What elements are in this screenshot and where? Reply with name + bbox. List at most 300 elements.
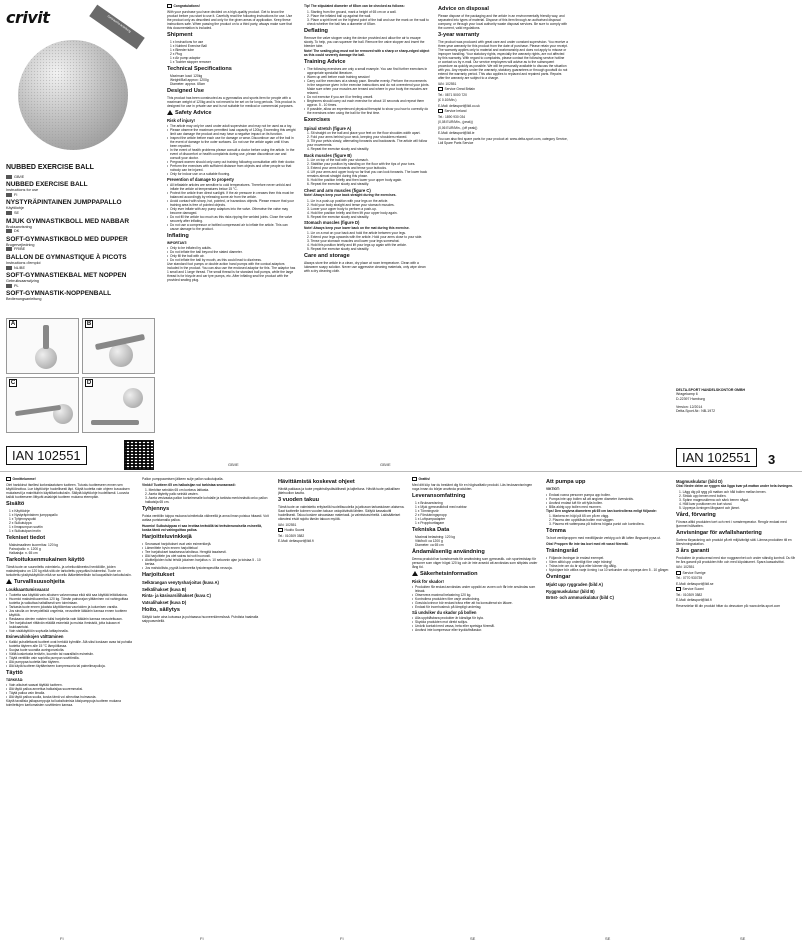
important-label: IMPORTANT: <box>167 240 188 245</box>
list-item: Maximal belastning: 120 kg <box>415 534 455 539</box>
intro-text: With your purchase you have decided on a high-quality product. Get to know the product before you start to use it. Carefully read the following instructions for use. Use the product only as described and only for the given areas of application. Keep these instructions safe. When passing the product on to a third party, always make sure that this documentation is included. <box>167 9 293 30</box>
service-tel: Tel.: 010309 3582 <box>278 533 305 538</box>
list-item: • Do not inflate the ball by mouth, as this could lead to dizziness. <box>167 258 296 262</box>
list-item: 1 x Air pump adaptor <box>170 55 201 60</box>
section-heading: Safety Advice <box>175 109 212 116</box>
important-label: VIKTIGT: <box>546 487 560 491</box>
section-heading: Tyhjennys <box>142 506 170 512</box>
section-heading: Inflating <box>167 232 189 239</box>
list-item: 1 x Nystyräpintainen jumppapallo <box>9 512 58 517</box>
list-item: • Do not exercise if you are ill or feeling unwell. <box>304 95 430 99</box>
list-item: • Observera maximal belastning 120 kg. <box>412 593 540 597</box>
delta-id: Delta-Sport-Nr.: NB-1972 <box>676 409 716 414</box>
list-item: 4. Håll kvar positionen en kort stund. <box>679 501 733 506</box>
section-heading: Ändamålsenlig användning <box>412 548 485 555</box>
figure-letter: A <box>10 321 16 327</box>
figure-d <box>82 377 155 433</box>
book-icon <box>412 477 417 481</box>
figure-ball <box>35 347 57 369</box>
list-item: 1. Lie on a mat on your back and hold the article between your legs. <box>307 231 406 235</box>
phone-icon <box>676 571 681 575</box>
list-item: 4. Hold the position briefly and then lift your upper body again. <box>307 210 398 215</box>
section-heading: Hoito, säilytys <box>142 606 180 613</box>
tip-steps <box>546 514 670 526</box>
language-title: NUBBED EXERCISE BALL <box>6 181 88 189</box>
fi-column-3 <box>278 477 406 677</box>
flag-icon <box>6 175 12 179</box>
service-cost: (0,06 EUR/Min., (off peak)) <box>438 125 478 130</box>
list-item: • Do not use a compressor or bottled compressed air to inflate the article. This can cause damage to the product. <box>167 223 296 231</box>
service-name: Huolto Suomi <box>284 528 305 532</box>
section-heading: Säkerhetsinformation <box>420 570 478 577</box>
list-item: Halkaisija: n. 65 cm <box>9 550 38 555</box>
section-heading: Harjoitukset <box>142 571 175 578</box>
list-item: 5. Hold the position briefly and then lower your upper body again. <box>307 178 403 182</box>
list-item: • Do not fill the article too much as this risks ripping the welded joints. Close the valve securely after inflating. <box>167 215 296 223</box>
paragraph: Hävitä pakkaus ja tuote ympäristöystävällisesti ja lajiteltuna. Hävitä tuote paikallisen jätehuollon kautta. <box>278 487 401 495</box>
note-text: Note! Always keep your back straight during the exercises. <box>304 193 397 197</box>
language-entry <box>6 193 156 211</box>
service-email: E-Mail: deltasport@lidl.ie <box>438 131 475 136</box>
figure-a <box>6 318 79 374</box>
list-item: • Seuraavat harjoitukset ovat vain esimerkkejä. <box>142 542 270 546</box>
section-heading: Care and storage <box>304 253 350 259</box>
list-item: 1 x Tyhjennysputki <box>9 516 37 521</box>
language-code: DK <box>14 229 20 234</box>
paragraph: Tämä tuote on suunniteltu voimistelu- ja urheiluvälineeksi henkilöille, joiden maksimipaino on 120 kg eikä sitä ole tarkoitettu pysyväksi istuimeksi. Tuote on tarkoitettu yksityiskäyttöön eikä se sovellu lääketieteellisiin tai kaupallisiin tarkoituksiin. <box>6 564 132 577</box>
language-code: PL <box>14 283 19 288</box>
flag-icon <box>6 193 12 197</box>
paragraph: The product was produced with great care and under constant supervision. You receive a three-year warranty for this product from the date of purchase. Please retain your receipt. The warranty applies only to material and workmanship and does not apply to misuse or improper handling. Your statutory rights, especially the warranty rights, are not affected by this warranty. With regard to complaints, please contact the following service hotline or contact us by e-mail. Our service employees will advise as to the subsequent procedure as quickly as possible. We will be personally available to discuss the situation with you. Any repairs under the warranty, statutory guarantees or through goodwill do not extend the warranty period. This also applies to replaced and repaired parts. Repairs after the warranty are subject to a charge. <box>438 40 568 80</box>
language-title: MJUK GYMNASTIKBOLL MED NABBAR <box>6 217 130 225</box>
language-entry <box>6 175 156 193</box>
list-item: • Tee harjoitukset tasaisessa tahdissa. Hengitä tasaisesti. <box>142 550 270 554</box>
intro-heading: Onnittelumme! <box>12 477 36 481</box>
list-item: • The article may only be used under adult supervision and may not be used as a toy. <box>167 124 296 128</box>
figure-letter: C <box>10 380 16 386</box>
intro-text: Med ditt köp har du bestämt dig för en högkvalitativ produkt. Läs bruksanvisningen noga innan du börjar använda produkten. <box>412 482 533 491</box>
top-sheet <box>0 0 802 472</box>
section-heading: Tömma <box>546 528 566 534</box>
section-heading: Tekniska Data <box>412 526 450 533</box>
sub-heading: Rinta- ja käsivarsilihakset (kuva C) <box>142 593 211 598</box>
list-item: • In the event of health problems please consult a doctor before using the article. In the event of discomfort or health complaints during use, please discontinue use and consult your doctor. <box>167 148 296 160</box>
list-item: • Jos mahdollista, pyydä kokeneelta fysioterapeutilta neuvoja. <box>142 566 270 570</box>
page-footer: SE <box>605 936 611 941</box>
language-code: NL/BE <box>14 265 25 270</box>
note-text: Note! Always keep your lower back on the mat during this exercise. <box>304 225 410 230</box>
list-item: • Älä pumppaa tuotetta liian täyteen. <box>6 660 134 664</box>
list-item: 1. Lägg dig på rygg på mattan och håll bollen mellan benen. <box>679 489 767 494</box>
barcode-icon <box>124 440 154 470</box>
list-item: Weight/Ball approx: 1200g <box>170 77 209 82</box>
list-item: 2. Fold your arms behind your neck, keeping your shoulders relaxed. <box>307 135 408 139</box>
warning-icon <box>167 110 173 115</box>
section-heading: 3 års garanti <box>676 547 710 554</box>
list-item: • Skydda produkten mot direkt solljus. <box>412 620 540 624</box>
sub-heading: Mjukt upp ryggraden (bild A) <box>546 582 603 587</box>
inflating-list <box>546 493 670 509</box>
list-item: Maximum load: 120kg <box>170 73 203 78</box>
section-heading: 3 vuoden takuu <box>278 497 320 503</box>
page-footer: SE <box>740 936 746 941</box>
list-item: • Vain aikuiset saavat täyttää tuotteen. <box>6 683 134 687</box>
list-item: Vikt/boll: ca 1200 g <box>415 538 443 543</box>
page-footer: GB/IE <box>228 462 239 467</box>
list-item: • Tuotetta saa käyttää vain aikuisen valvonnassa eikä sitä saa käyttää leikkikaluna. <box>6 593 134 597</box>
figure-person <box>43 325 49 349</box>
paragraph: Remove the valve stopper using the device provided and allow the air to escape slowly. To help, you can squeeze the ball. Remove the valve stopper and insert the bleeder tube. <box>304 35 425 48</box>
warning-icon <box>6 579 12 584</box>
language-subtitle: Käyttöohje <box>6 206 24 211</box>
list-item: • Älä harjoittele jos olet sairas tai voit huonosti. <box>142 554 270 558</box>
list-item: 2. Aseta täytetty pallo seinää vasten. <box>145 492 199 496</box>
section-heading: Tekniset tiedot <box>6 534 46 541</box>
page-footer: FI <box>340 936 344 941</box>
service-cost: (£ 0.10/Min.) <box>438 98 457 103</box>
list-item: 5. Upprepa övningen långsamt och jämnt. <box>679 505 741 510</box>
tech-list <box>167 74 296 86</box>
se-column-3 <box>676 477 796 932</box>
list-item: 1. Sit straight on the ball and place your feet on the floor shoulder-width apart. <box>307 131 421 135</box>
list-item: • Only for indoor use on a suitable flooring. <box>167 172 296 176</box>
list-item: • Lämmittele hyvin ennen harjoittelua! <box>142 546 270 550</box>
list-item: 1. Starting from the ground, mark a height of 65 cm on a wall. <box>307 9 397 14</box>
list-item: 6. Repeat the exercise slowly and steadily. <box>307 182 370 186</box>
language-entry <box>6 247 156 265</box>
list-item: • Värm alltid upp ordentligt före varje träning! <box>546 560 670 564</box>
flag-icon <box>6 284 12 288</box>
gb-column-2 <box>304 4 430 462</box>
prevent-list <box>6 640 134 668</box>
risk-list <box>412 585 540 609</box>
page-footer: SE <box>470 936 476 941</box>
sub-heading: Loukkaantumisvaara! <box>6 587 50 593</box>
language-title: NYSTYRÄPINTAINEN JUMPPAPALLO <box>6 199 122 207</box>
figure-letter: B <box>86 321 92 327</box>
risk-list <box>167 124 296 176</box>
sub-heading: Back muscles (figure B) <box>304 152 352 158</box>
section-heading: Designed Use <box>167 87 204 94</box>
list-item: • Only to be inflated by adults. <box>167 246 296 250</box>
list-item: • Protect the article from direct sunlight. If the air pressure in creases then this must be balanced accordingly by releasing some air from the article. <box>167 191 296 199</box>
sub-heading: Vatsalihakset (kuva D) <box>142 599 187 605</box>
list-item: • Jos sinulla on terveydellisiä ongelmia, neuvottele lääkärin kanssa ennen tuotteen käyttöä. <box>6 609 134 617</box>
book-icon <box>6 477 11 481</box>
list-item: 2. Hold your body straight and tense your stomach muscles. <box>307 202 395 207</box>
tech-list <box>6 543 134 555</box>
list-item: • Följande övningar är endast exempel. <box>546 556 670 560</box>
list-item: Paino/pallo: n. 1200 g <box>9 546 41 551</box>
list-item: 1 x Tochter stopper remover <box>170 59 211 64</box>
service-name: Service Sverige <box>682 570 706 575</box>
list-item: • Älä käytä tuotteen täyttämiseen kompressoria tai paineilmapulloja. <box>6 664 134 668</box>
intro-heading: Grattis! <box>418 477 431 481</box>
list-item: 5. Repeat the exercise slowly and steadily. <box>307 247 370 251</box>
paragraph: This product has been constructed as a gymnastics and sports item for people with a maximum weight of 120kg and is not meant to be set on for long periods. This product is designed for use in private use and is not suitable for medical or commercial purposes. <box>167 95 296 108</box>
list-item: • Kaikki puhallettavat tuotteet ovat herkkiä kylmälle. Älä siksi koskaan avaa tai puhalla tuotetta täyteen alle 15 °C lämpötilassa. <box>6 640 134 648</box>
page-number: 3 <box>768 452 776 467</box>
language-subtitle: Bedienungsanleitung <box>6 297 42 302</box>
ian-label: IAN 102551 <box>676 448 757 467</box>
tip-text: Tip! The stipulated diameter of 65cm can be checked as follows: <box>304 4 405 8</box>
list-item: 2 x Sulkutulppa <box>9 520 32 525</box>
language-code: FR/BE <box>14 247 26 252</box>
flag-icon <box>6 266 12 270</box>
list-item: • Täytä venttiilin vain sopivilla pumpun sovittimilla. <box>6 656 134 660</box>
list-item: 1 x Luftpumpadapter <box>415 516 446 521</box>
list-item: 1 x Proppborttagare <box>415 520 445 525</box>
language-code: FI <box>14 192 18 197</box>
list-item: • Träna inte om du är sjuk eller känner dig dålig. <box>546 564 670 568</box>
list-item: 2. Placera den uppblåsta bollen mot väggen. <box>549 518 615 522</box>
exercise-c-steps <box>304 199 430 219</box>
paragraph: Use standard foot pumps or double action hand pumps with the conical adaptors included in the product. You can also use the enclosed adaptor for this. The adaptor has 1 small and 1 large thread. The small thread is for standard ball pumps, while the large thread is for bicycle and car tyre pumps, etc. After inflating seal the product with the provided sealing plug. <box>167 262 296 283</box>
section-heading: Täyttö <box>6 669 23 676</box>
list-item: Diameter: ca 65 cm <box>415 542 444 547</box>
sub-heading: Selkälihakset (kuva B) <box>142 586 187 592</box>
paragraph: Pallon pumppaamisen jälkeen sulje pallon sulkutulpalla. <box>142 477 224 481</box>
exercise-d-steps <box>304 231 430 251</box>
list-item: • Carry out the exercises at a steady pace. Breathe evenly. Perform the movements in the sequence given in the exercise instructions and do not overextend your joints. Make sure when your muscles are tensed and where in your body the muscles are relaxed. <box>304 79 430 95</box>
language-entry <box>6 229 156 247</box>
page-footer: GB/IE <box>380 462 391 467</box>
list-item: 3. Lower your upper body to perform a push-up. <box>307 206 377 211</box>
list-item: • Do not inflate the ball beyond the stated diameter. <box>167 250 296 254</box>
cover-language-list <box>6 166 156 302</box>
list-item: 1 x Tömningsrör <box>415 508 439 513</box>
service-name: Service Ireland <box>444 109 467 114</box>
intro-heading: Congratulations! <box>173 4 200 8</box>
risk-list <box>6 593 134 633</box>
tip-text: Vinkki! Tuotteen 65 cm halkaisijan voi tarkistaa seuraavasti: <box>142 482 236 487</box>
list-item: • The following exercises are only a small example. You can find further exercises in appropriate specialist literature. <box>304 67 430 75</box>
note-text: Huomio! Sulkutulppaa ei saa irrottaa terävällä tai teräväreunaisella esineellä, koska tämä voi vahingoittaa palloa. <box>142 523 263 532</box>
section-heading: Technical Specifications <box>167 65 232 72</box>
section-heading: Advice on disposal <box>438 6 489 12</box>
language-title: BALLON DE GYMNASTIQUE À PICOTS <box>6 253 127 261</box>
language-title: SOFT-GYMNASTIKBOLD MED DUPPER <box>6 235 128 243</box>
brand-logo: crivit <box>6 8 50 27</box>
list-item: • Täytä palloa vain ilmalla. <box>6 691 134 695</box>
phone-icon <box>278 528 283 532</box>
sub-heading: Chest and arm muscles (figure C) <box>304 187 371 193</box>
list-item: • Beginners should carry out each exercise for about 10 seconds and repeat them approx. 5 - 10 times. <box>304 99 430 107</box>
sub-heading: Magmuskulatur (bild D) <box>676 478 723 484</box>
note-text: Obs! Proppen får inte tas bort med ett vasst föremål. <box>546 541 629 546</box>
language-code: GB/IE <box>14 174 25 179</box>
list-item: • Only ever inflate with any pump adaptors into the valve. Otherwise the valve may become damaged. <box>167 207 296 215</box>
important-label: TÄRKEÄÄ: <box>6 677 24 682</box>
service-name: Service Great Britain <box>444 87 475 91</box>
prevent-list <box>167 183 296 231</box>
company-city: D-22397 Hamburg <box>676 396 705 401</box>
list-item: • Vältä kosketusta teräviin, kuumiin tai vaarallisiin esineisiin. <box>6 652 134 656</box>
language-title: SOFT-GYMNASTIEKBAL MET NOPPEN <box>6 272 127 280</box>
flag-icon <box>6 211 12 215</box>
list-item: • Please observe the maximum permitted load capacity of 120kg. Exceeding this weight limit can damage the product and may have a negative impact on its function. <box>167 128 296 136</box>
section-heading: Träningsråd <box>546 547 579 554</box>
list-item: 1 x Käyttöohje <box>9 508 30 513</box>
ian-text: IAN: 102551 <box>278 522 297 527</box>
sub-heading: Selkärangan venytysharjoitus (kuva A) <box>142 580 219 585</box>
language-entry <box>6 211 156 229</box>
service-tel: Tel.: 1890 930 034 <box>438 114 466 119</box>
exercise-d-steps <box>676 490 796 510</box>
list-item: • Perform the exercises with sufficient distance from objects and other people so that nobody can be injured. <box>167 164 296 172</box>
list-item: • Suojaa tuote suoralta auringonvalolta. <box>6 648 134 652</box>
figure-person <box>91 420 139 425</box>
list-item: 3. Placera ett vattenpass på bollens högsta punkt och kontrollera. <box>549 522 645 526</box>
list-item: • Tarkasta tuote ennen jokaista käyttökertaa vaurioiden ja kulumisen varalta. <box>6 605 134 609</box>
gb-column-1 <box>167 4 296 462</box>
list-item: • Använd endast luft för att fylla bollen. <box>546 501 670 505</box>
flag-icon <box>6 229 12 233</box>
list-item: 1. Markera en höjd på 65 cm på en vägg. <box>549 514 610 518</box>
gb-column-3 <box>438 4 568 244</box>
figure-ball <box>123 388 143 408</box>
list-item: 3. Aseta vesivaaka pallon korkeimmalle kohdalle ja tarkista merkinnästä onko pallon halkaisija 65 cm. <box>145 496 268 504</box>
list-item: • Älä täytä palloa annettua halkaisijaa suuremmaksi. <box>6 687 134 691</box>
spare-parts-note: You can also find spare parts for your product at: www.delta-sport.com, category Service, Lidl Spare Parts Service <box>438 136 568 145</box>
service-tel: Tel.: 0871 5000 720 <box>438 92 467 97</box>
paragraph: Säilytä tuote aina kuivassa ja puhtaassa huoneenlämmössä. Puhdista haalealla saippuavedellä. <box>142 614 259 623</box>
inflating-list <box>167 246 296 262</box>
list-item: 1 x Nubbed Exercise Ball <box>170 43 207 48</box>
back-cover-address <box>676 388 792 414</box>
sub-heading: Esinevahinkojen välttäminen <box>6 634 64 640</box>
phone-icon <box>438 87 443 91</box>
service-email: E-Mail: deltasport@lidl.fi <box>676 598 712 603</box>
page-footer: FI <box>200 936 204 941</box>
language-code: SE <box>14 210 20 215</box>
paragraph: Förvara alltid produkten torrt och rent i rumstemperatur. Rengör endast med ljummet tvålvatten. <box>676 519 787 528</box>
list-item: 2. Place the inflated ball up against the wall. <box>307 13 372 18</box>
tip-text: Tips! Den angivna diametern på 65 cm kan kontrolleras enligt följande: <box>546 508 657 513</box>
paragraph: Denna produkt har konstruerats för användning som gymnastik- och sportredskap för personer som väger högst 120 kg och är inte avsedd att användas som sittplats under lång tid. <box>412 556 538 569</box>
section-heading: Övningar <box>546 573 571 580</box>
company-street: Wragekamp 6 <box>676 392 698 397</box>
paragraph: Produkten är producerad med stor noggrannhet och under ständig kontroll. Du får tre års garanti på produkten från och med köpdatumet. Spara kassakvittot. <box>676 555 796 564</box>
section-heading: Att pumpa upp <box>546 479 586 485</box>
list-item: • Produkten får endast användas under uppsikt av vuxen och får inte användas som leksak. <box>412 585 540 593</box>
paragraph: Käytä tavallisia jalkapumppuja tai kaksitoimisia käsipumppuja tuotteen mukana toimitettujen kartiomaisten sovittimien kanssa. <box>6 699 121 708</box>
tip-steps <box>304 10 430 26</box>
sub-heading: Spinal stretch (figure A) <box>304 125 352 131</box>
spare-parts-note: Reservdelar till din produkt hittar du dessutom på: www.delta-sport.com <box>676 603 781 608</box>
list-item: • Endast vuxna personer pumpa upp bollen. <box>546 493 670 497</box>
list-item: • Only fill the ball with air. <box>167 254 296 258</box>
section-heading: Vård, förvaring <box>676 511 716 518</box>
note-text: Note! The sealing plug must not be removed with a sharp or sharp-edged object as this could severely damage the ball. <box>304 49 430 57</box>
sub-heading: Risk för skador! <box>412 579 444 585</box>
service-cost: (0,08 EUR/Min., (peak)) <box>438 120 473 125</box>
paragraph: Always store the article in a clean, dry place at room temperature. Clean with a lukewarm soapy solution. Never use aggressive cleaning materials, only wipe clean with a dry cleaning cloth. <box>304 261 426 273</box>
language-entry <box>6 266 156 284</box>
warning-icon <box>412 571 418 576</box>
list-item: 4. Lift your arms and upper body so far that you can look forwards. The lower back remains almost straight during this phase. <box>307 170 428 178</box>
list-item: 2 x Plug <box>170 51 182 56</box>
list-item: • Inspect the article before each use for damage or wear. Discontinue use of the ball in the event of damage to the outer surfaces. Do not use the article again until it has been repaired. <box>167 136 296 148</box>
flag-icon <box>6 247 12 251</box>
list-item: • Vain sisäkäyttöön sopivalla lattiapinnalla. <box>6 629 134 633</box>
section-heading: Deflating <box>304 27 328 34</box>
section-heading: Hävittämistä koskevat ohjeet <box>278 479 355 485</box>
paragraph: Tämä tuote on valmistettu erityisellä huolellisuudella ja jatkuvan tarkastuksen alaisena. Saat tuotteelle kolmen vuoden takuun ostopäivästä lähtien. Säilytä kassakuitti huolellisesti. Takuu koskee ainoastaan materiaali- ja valmistusvirheitä. Lakisääteiset oikeutesi eivät rajoitu tämän takuun myötä. <box>278 505 405 521</box>
list-item: 3. Spänn magmusklerna och sänk benen något. <box>679 497 750 502</box>
phone-icon <box>438 109 443 113</box>
service-email: E-Mail: deltasport@lidl.se <box>676 581 714 586</box>
list-item: 3. Extend your arms forwards and tense your buttocks. <box>307 166 387 170</box>
bottom-sheet <box>0 473 802 945</box>
service-email: E-Mail: deltasport@lidl.fi <box>278 539 314 544</box>
se-column-2 <box>546 477 670 932</box>
list-item: • Avoid contact with sharp, hot, pointed, or hazardous objects. Please ensure that your training area is free of pointed objects. <box>167 199 296 207</box>
paragraph: Sortera förpackning och produkt på ett miljövänligt sätt. Lämna produkten till en återvinningsstation. <box>676 537 792 546</box>
section-heading: Turvallisuusohjeita <box>14 578 65 585</box>
list-item: • Pumpa inte upp bollen så att angiven diameter överskrids. <box>546 497 670 501</box>
list-item: • Endast för inomhusbruk på lämpligt underlag. <box>412 605 540 609</box>
language-subtitle: Instructions for use <box>6 188 39 193</box>
service-tel: Tel.: 0770 930739 <box>676 576 703 581</box>
list-item: • Kontrollera produkten före varje användning. <box>412 597 540 601</box>
contents-list <box>6 509 134 533</box>
list-item: Maksimaalinen kuormitus: 120 kg <box>9 542 58 547</box>
section-heading: Shipment <box>167 31 193 38</box>
service-tel: Tel.: 010309 3582 <box>676 592 703 597</box>
exercise-b-steps <box>304 158 430 186</box>
list-item: 1. Lie on top of the ball with your stomach. <box>307 158 369 162</box>
sub-heading: Så undviker du skador på bollen <box>412 610 477 616</box>
list-item: 1 x Mjuk gymnastikboll med nabbar <box>415 504 467 509</box>
figure-b <box>82 318 155 374</box>
list-item: • Aloittelijoiden tulisi tehdä jokainen harjoitus n. 10 sekunnin ajan ja toistaa 5 - 10 kertaa. <box>142 558 270 566</box>
sub-heading: Risk of injury! <box>167 118 195 124</box>
list-item: 3. Place a spirit level on the highest point of the ball and use the mark on the wall to check whether the ball has a diameter of 65cm. <box>307 17 429 26</box>
list-item: • All inflatable articles are sensitive to cold temperatures. Therefore never unfold and inflate the article at temperatures below 15 °C. <box>167 183 296 191</box>
figure-letter: D <box>86 380 92 386</box>
list-item: 3. Tilt your pelvis slowly, alternating forwards and backwards. The article will follow your movements. <box>307 139 428 147</box>
intro-text: Olet hankkinut itsellesi korkealaatuisen tuotteen. Tutustu tuotteeseen ennen sen käyttöönottoa. Lue käyttöohje huolellisesti läpi. Käytä tuotetta vain ohjeen kuvauksen mukaisesti ja mainittuihin käyttötarkoituksiin. Säilytä käyttöohje huolellisesti. Luovuta kaikki tuotteeseen liittyvät asiakirjat tuotteen mukana eteenpäin. <box>6 482 130 499</box>
phone-icon <box>676 587 681 591</box>
list-item: • If possible, allow an experienced physical therapist to show you how to correctly do the exercises when using the ball for the first time. <box>304 107 430 115</box>
language-subtitle: Gebruiksaanwijzing <box>6 279 39 284</box>
list-item: • Använd inte kompressor eller tryckluftsflaskor. <box>412 628 540 632</box>
sub-heading: Stomach muscles (figure D) <box>304 220 360 225</box>
language-subtitle: Bruksanvisning <box>6 224 32 229</box>
list-item: 1 x Instructions for use <box>170 39 204 44</box>
note-text: Obs! Nedre delen av ryggen ska ligga kvar på mattan under hela övningen. <box>676 484 794 488</box>
training-list <box>546 556 670 572</box>
tip-steps <box>142 488 270 504</box>
page-footer: FI <box>60 936 64 941</box>
section-heading: Exercises <box>304 117 331 123</box>
service-email: E-Mail: deltasport@lidl.co.uk <box>438 103 480 108</box>
list-item: 2. Stabilise your position by standing on the floor with the tips of your toes. <box>307 162 416 166</box>
ian-text: IAN: 102551 <box>676 565 695 569</box>
list-item: • Tee harjoitukset riittävän etäällä esineistä ja muista ihmisistä, jotta kukaan ei loukkaantuisi. <box>6 621 134 629</box>
figure-c <box>6 377 79 433</box>
section-heading: Anvisningar för avfallshantering <box>676 529 762 536</box>
list-item: 1 x Bruksanvisning <box>415 500 443 505</box>
section-heading: 3-year warranty <box>438 32 480 38</box>
section-heading: Training Advice <box>304 59 346 65</box>
book-icon <box>167 4 172 8</box>
fi-column-1 <box>6 477 134 932</box>
inflating-list <box>6 683 134 699</box>
list-item: • Nybörjare bör utföra varje övning i ca 10 sekunder och upprepa den 5 - 10 gånger. <box>546 568 670 572</box>
list-item: 4. Repeat the exercise slowly and steadily. <box>307 147 370 151</box>
